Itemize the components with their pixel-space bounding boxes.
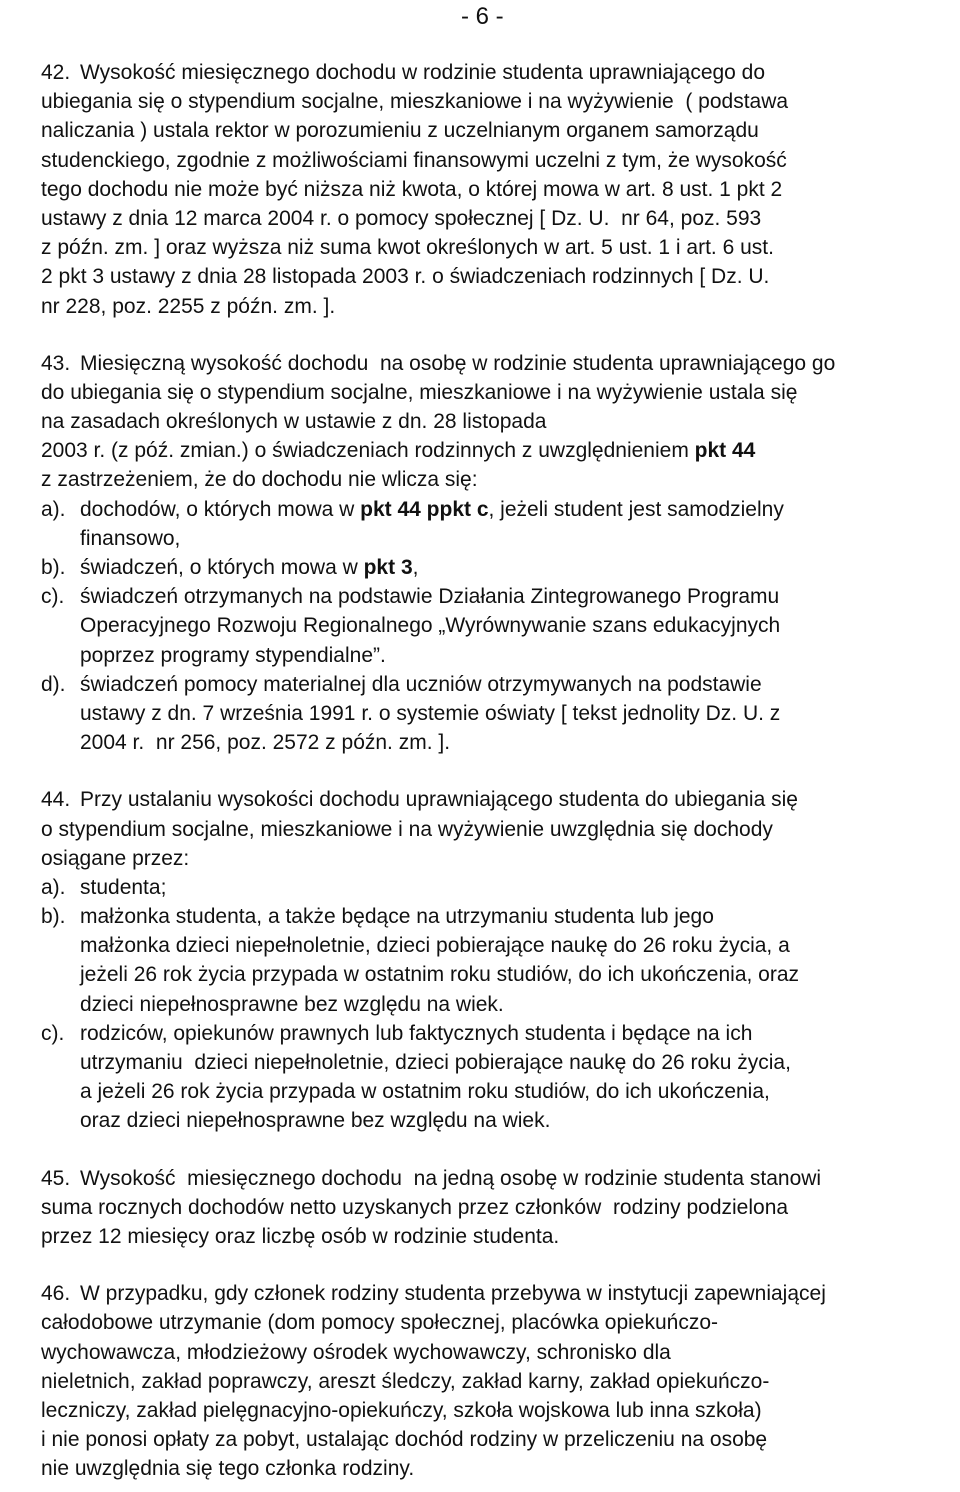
paragraph-line: z zastrzeżeniem, że do dochodu nie wlicza się:	[41, 468, 478, 492]
paragraph-45	[0, 1164, 960, 1252]
list-item-text: rodziców, opiekunów prawnych lub faktycznych studenta i będące na ich	[80, 1021, 753, 1045]
paragraph-line: ustawy z dnia 12 marca 2004 r. o pomocy społecznej [ Dz. U. nr 64, poz. 593	[41, 206, 762, 230]
paragraph-number: 46.	[41, 1282, 71, 1306]
list-marker: b).	[41, 905, 66, 929]
list-item-text: finansowo,	[80, 526, 181, 550]
paragraph-43	[0, 349, 960, 758]
list-marker: d).	[41, 672, 66, 696]
list-item-text: dochodów, o których mowa w pkt 44 ppkt c, jeżeli student jest samodzielny	[80, 497, 784, 521]
paragraph-44	[0, 785, 960, 1135]
paragraph-line: Miesięczną wysokość dochodu na osobę w rodzinie studenta uprawniającego go	[80, 351, 836, 375]
paragraph-46	[0, 1279, 960, 1483]
list-item-text: ustawy z dn. 7 września 1991 r. o systemie oświaty [ tekst jednolity Dz. U. z	[80, 701, 781, 725]
paragraph-line: do ubiegania się o stypendium socjalne, mieszkaniowe i na wyżywienie ustala się	[41, 380, 798, 404]
list-item-text: Operacyjnego Rozwoju Regionalnego „Wyrównywanie szans edukacyjnych	[80, 614, 781, 638]
paragraph-line: 2 pkt 3 ustawy z dnia 28 listopada 2003 r. o świadczeniach rodzinnych [ Dz. U.	[41, 265, 770, 289]
list-marker: c).	[41, 585, 65, 609]
list-item-text: małżonka dzieci niepełnoletnie, dzieci pobierające naukę do 26 roku życia, a	[80, 934, 790, 958]
paragraph-line: wychowawcza, młodzieżowy ośrodek wychowawczy, schronisko dla	[41, 1340, 671, 1364]
paragraph-number: 42.	[41, 61, 71, 84]
list-item-text: 2004 r. nr 256, poz. 2572 z późn. zm. ].	[80, 731, 451, 755]
paragraph-line: nieletnich, zakład poprawczy, areszt śledczy, zakład karny, zakład opiekuńczo-	[41, 1369, 770, 1393]
paragraph-line: Przy ustalaniu wysokości dochodu uprawniającego studenta do ubiegania się	[80, 788, 798, 812]
paragraph-line: tego dochodu nie może być niższa niż kwota, o której mowa w art. 8 ust. 1 pkt 2	[41, 177, 783, 201]
paragraph-line: ubiegania się o stypendium socjalne, mieszkaniowe i na wyżywienie ( podstawa	[41, 90, 789, 114]
paragraph-line: o stypendium socjalne, mieszkaniowe i na wyżywienie uwzględnia się dochody	[41, 817, 773, 841]
paragraph-42	[0, 58, 960, 321]
list-item-text: a jeżeli 26 rok życia przypada w ostatnim roku studiów, do ich ukończenia,	[80, 1080, 770, 1104]
list-item-text: świadczeń, o których mowa w pkt 3,	[80, 556, 419, 579]
paragraph-line: i nie ponosi opłaty za pobyt, ustalając dochód rodziny w przeliczeniu na osobę	[41, 1428, 768, 1452]
document-body	[0, 58, 960, 1483]
list-marker: b).	[41, 556, 66, 579]
list-item-text: utrzymaniu dzieci niepełnoletnie, dzieci pobierające naukę do 26 roku życia,	[80, 1051, 791, 1074]
list-item-text: świadczeń otrzymanych na podstawie Działania Zintegrowanego Programu	[80, 585, 780, 609]
paragraph-number: 43.	[41, 351, 71, 375]
paragraph-line: Wysokość miesięcznego dochodu w rodzinie studenta uprawniającego do	[80, 61, 766, 84]
bold-reference: pkt 3	[363, 556, 413, 579]
paragraph-line: naliczania ) ustala rektor w porozumieniu z uczelnianym organem samorządu	[41, 119, 759, 143]
list-item-text: oraz dzieci niepełnosprawne bez względu na wiek.	[80, 1109, 551, 1133]
paragraph-line: nie uwzględnia się tego członka rodziny.	[41, 1457, 415, 1481]
list-marker: a).	[41, 497, 66, 521]
paragraph-line: studenckiego, zgodnie z możliwościami finansowymi uczelni z tym, że wysokość	[41, 148, 787, 172]
list-item-text: studenta;	[80, 875, 167, 899]
list-item-text: jeżeli 26 rok życia przypada w ostatnim roku studiów, do ich ukończenia, oraz	[80, 963, 800, 987]
bold-reference: pkt 44 ppkt c	[360, 497, 489, 521]
list-marker: a).	[41, 875, 66, 899]
list-item-text: małżonka studenta, a także będące na utrzymaniu studenta lub jego	[80, 905, 714, 929]
paragraph-line: osiągane przez:	[41, 846, 190, 870]
bold-reference: pkt 44	[694, 439, 756, 463]
list-item-text: dzieci niepełnosprawne bez względu na wiek.	[80, 992, 504, 1016]
paragraph-line: leczniczy, zakład pielęgnacyjno-opiekuńczy, szkoła wojskowa lub inna szkoła)	[41, 1398, 762, 1422]
list-item-text: świadczeń pomocy materialnej dla uczniów otrzymywanych na podstawie	[80, 672, 762, 696]
paragraph-line: 2003 r. (z póź. zmian.) o świadczeniach rodzinnych z uwzględnieniem pkt 44	[41, 439, 756, 463]
paragraph-line: Wysokość miesięcznego dochodu na jedną osobę w rodzinie studenta stanowi	[80, 1166, 822, 1190]
paragraph-number: 45.	[41, 1166, 71, 1190]
paragraph-line: z późn. zm. ] oraz wyższa niż suma kwot określonych w art. 5 ust. 1 i art. 6 ust.	[41, 236, 774, 260]
page-number: - 6 -	[461, 3, 504, 30]
paragraph-line: przez 12 miesięcy oraz liczbę osób w rodzinie studenta.	[41, 1224, 560, 1248]
paragraph-line: nr 228, poz. 2255 z późn. zm. ].	[41, 294, 336, 318]
paragraph-line: całodobowe utrzymanie (dom pomocy społecznej, placówka opiekuńczo-	[41, 1311, 719, 1335]
paragraph-line: suma rocznych dochodów netto uzyskanych przez członków rodziny podzielona	[41, 1195, 789, 1219]
list-item-text: poprzez programy stypendialne”.	[80, 643, 386, 667]
paragraph-number: 44.	[41, 788, 71, 812]
paragraph-line: W przypadku, gdy członek rodziny studenta przebywa w instytucji zapewniającej	[80, 1282, 826, 1306]
list-marker: c).	[41, 1021, 65, 1045]
paragraph-line: na zasadach określonych w ustawie z dn. 28 listopada	[41, 410, 547, 434]
